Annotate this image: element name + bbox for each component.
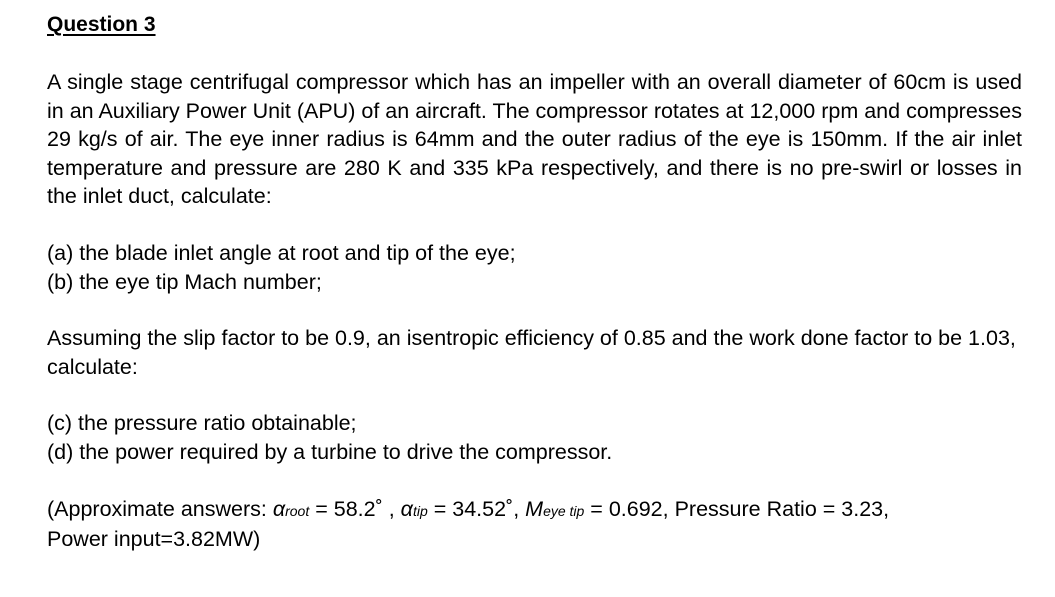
alpha-root-subscript: root [285, 502, 310, 519]
part-d: (d) the power required by a turbine to drive the compressor. [47, 439, 613, 464]
alpha-root-symbol: α [272, 496, 286, 521]
question-page [47, 10, 1022, 554]
mach-and-pressure-ratio-value: = 0.692, Pressure Ratio = 3.23, [584, 496, 890, 521]
second-parts-list [47, 409, 1022, 466]
part-b: (b) the eye tip Mach number; [47, 269, 322, 294]
answers-line-1 [47, 495, 1022, 526]
question-heading: Question 3 [47, 13, 156, 36]
part-c: (c) the pressure ratio obtainable; [47, 411, 357, 436]
assumption-statement: Assuming the slip factor to be 0.9, an isentropic efficiency of 0.85 and the work done factor to be 1.03, calculate: [47, 326, 1016, 379]
alpha-tip-symbol: α [400, 496, 413, 521]
part-a: (a) the blade inlet angle at root and tip of the eye; [47, 240, 516, 265]
mach-symbol: M [525, 496, 544, 521]
first-parts-list [47, 239, 1022, 296]
answers-line-2: Power input=3.82MW) [47, 527, 261, 552]
answers-prefix: (Approximate answers: [47, 496, 273, 521]
approximate-answers [47, 495, 1022, 554]
mach-subscript: eye tip [543, 502, 585, 519]
alpha-tip-value: = 34.52˚, [427, 496, 526, 521]
problem-statement: A single stage centrifugal compressor which has an impeller with an overall diameter of 60cm is used in an Auxiliary Power Unit (APU) of an aircraft. The compressor rotates at 12,000 rpm and compresses 29 kg/s of air. The eye inner radius is 64mm and the outer radius of the eye is 150mm. If the air inlet temperature and pressure are 280 K and 335 kPa respectively, and there is no pre-swirl or losses in the inlet duct, calculate: [47, 70, 1022, 209]
alpha-tip-subscript: tip [412, 502, 428, 519]
alpha-root-value: = 58.2˚ , [309, 496, 401, 521]
